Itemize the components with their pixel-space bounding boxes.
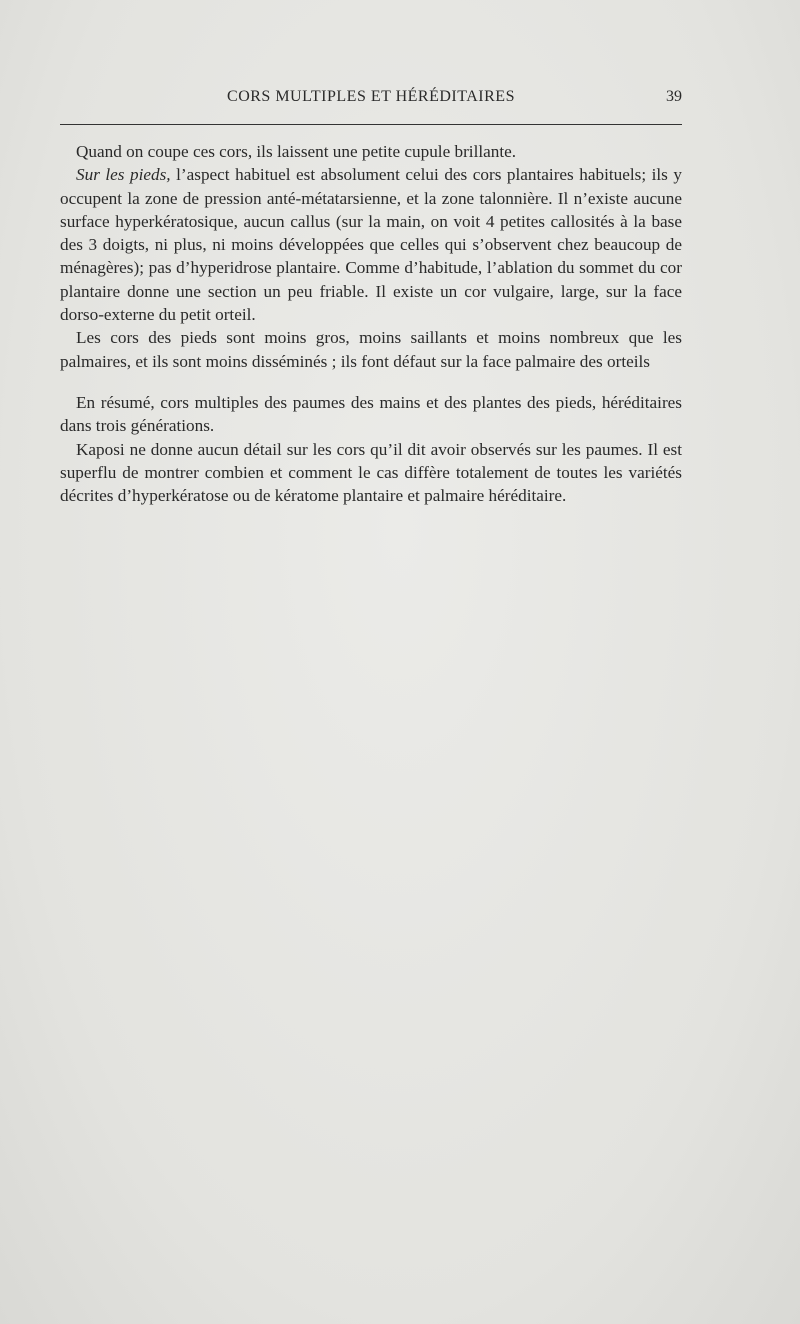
body-text bbox=[60, 140, 682, 507]
running-head bbox=[60, 86, 682, 110]
header-rule bbox=[60, 124, 682, 125]
paragraph-3: Les cors des pieds sont moins gros, moins saillants et moins nombreux que les palmaires, et ils sont moins disséminés ; ils font défaut sur la face palmaire des orteils bbox=[60, 328, 682, 371]
paragraph-1: Quand on coupe ces cors, ils laissent une petite cupule brillante. bbox=[76, 142, 517, 161]
paragraph-2-lead: Sur les pieds, bbox=[76, 165, 171, 185]
page-number: 39 bbox=[666, 88, 682, 105]
paragraph-2-rest: l’aspect habituel est absolument celui des cors plantaires habituels; ils y occupent la zone de pression anté-métatarsienne, et la zone talonnière. Il n’existe aucune surface hyperkératosique, aucun callus (sur la main, on voit 4 petites callosités à la base des 3 doigts, ni plus, ni moins développées que celles qui s’observent chez beaucoup de ménagères); pas d’hyperidrose plantaire. Comme d’habitude, l’ablation du sommet du cor plantaire donne une section un peu friable. Il existe un cor vulgaire, large, sur la face dorso-externe du petit orteil. bbox=[60, 165, 682, 325]
paragraph-2 bbox=[60, 163, 682, 326]
paragraph-4: En résumé, cors multiples des paumes des mains et des plantes des pieds, héréditaires dans trois générations. bbox=[60, 392, 682, 436]
paragraph-5: Kaposi ne donne aucun détail sur les cors qu’il dit avoir observés sur les paumes. Il est superflu de montrer combien et comment le cas diffère totalement de toutes les variétés décrites d’hyperkératose ou de kératome plantaire et palmaire héréditaire. bbox=[60, 439, 682, 506]
running-title: CORS MULTIPLES ET HÉRÉDITAIRES bbox=[227, 88, 515, 105]
